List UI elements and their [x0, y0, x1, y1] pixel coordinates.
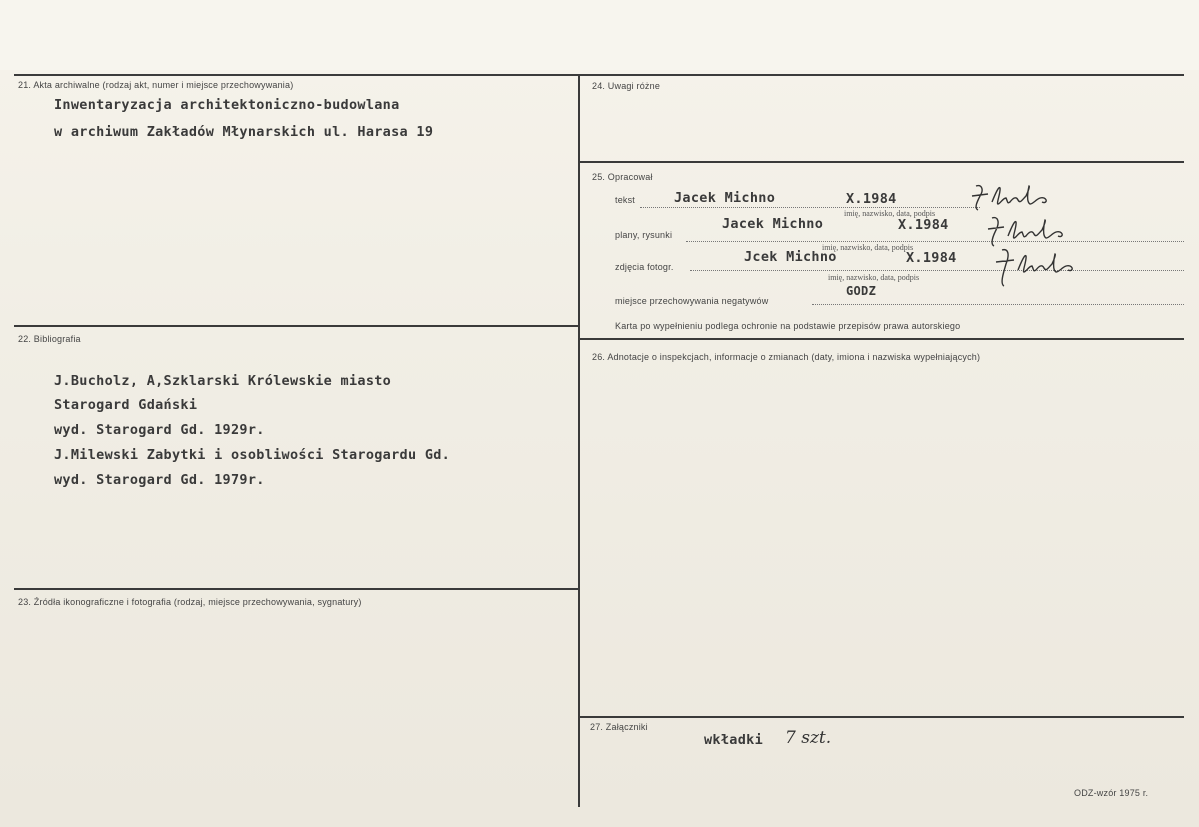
signature-photos: [990, 246, 1100, 290]
rule-21-22: [14, 325, 578, 327]
author-drawings-label: plany, rysunki: [615, 230, 673, 240]
rule-24-25: [580, 161, 1184, 163]
section-27-label: 27. Załączniki: [590, 722, 648, 732]
section-25-label: 25. Opracował: [592, 172, 653, 182]
section-24-label: 24. Uwagi różne: [592, 81, 661, 91]
top-rule: [14, 74, 1184, 76]
bibliography-line-2: Starogard Gdański: [54, 397, 198, 413]
bibliography-line-3: wyd. Starogard Gd. 1929r.: [54, 422, 265, 438]
author-text-line: [640, 207, 980, 208]
rule-26-27: [580, 716, 1184, 718]
section-21-label: 21. Akta archiwalne (rodzaj akt, numer i miejsce przechowywania): [18, 80, 294, 90]
author-text-date: X.1984: [846, 191, 897, 207]
author-photos-label: zdjęcia fotogr.: [615, 262, 674, 272]
author-drawings-name: Jacek Michno: [722, 216, 824, 232]
top-margin: [0, 0, 1199, 70]
section-23-label: 23. Źródła ikonograficzne i fotografia (rodzaj, miejsce przechowywania, sygnatury): [18, 597, 362, 607]
negatives-label: miejsce przechowywania negatywów: [615, 296, 769, 306]
rule-25-26: [580, 338, 1184, 340]
section-22-label: 22. Bibliografia: [18, 334, 81, 344]
section-21-line-2: w archiwum Zakładów Młynarskich ul. Harasa 19: [54, 124, 434, 140]
negatives-value: GODZ: [846, 284, 877, 298]
attachments-value: wkładki: [704, 732, 763, 748]
signature-drawings: [982, 214, 1092, 248]
center-divider: [578, 74, 580, 807]
rule-22-23: [14, 588, 578, 590]
form-code: ODZ-wzór 1975 r.: [1074, 788, 1149, 798]
author-text-name: Jacek Michno: [674, 190, 776, 206]
section-26-label: 26. Adnotacje o inspekcjach, informacje o zmianach (daty, imiona i nazwiska wypełniających): [592, 352, 981, 362]
author-text-label: tekst: [615, 195, 636, 205]
attachments-count: 7 szt.: [785, 728, 832, 748]
bibliography-line-5: wyd. Starogard Gd. 1979r.: [54, 472, 265, 488]
author-drawings-date: X.1984: [898, 217, 949, 233]
copyright-note: Karta po wypełnieniu podlega ochronie na podstawie przepisów prawa autorskiego: [615, 321, 961, 331]
author-drawings-line: [686, 241, 1184, 242]
author-text-caption: imię, nazwisko, data, podpis: [844, 209, 936, 218]
bibliography-line-1: J.Bucholz, A,Szklarski Królewskie miasto: [54, 373, 392, 389]
signature-text: [966, 182, 1076, 214]
section-21-line-1: Inwentaryzacja architektoniczno-budowlana: [54, 97, 400, 113]
negatives-line: [812, 304, 1184, 305]
author-photos-date: X.1984: [906, 250, 957, 266]
bibliography-line-4: J.Milewski Zabytki i osobliwości Starogardu Gd.: [54, 447, 451, 463]
author-photos-line: [690, 270, 1184, 271]
author-photos-caption: imię, nazwisko, data, podpis: [828, 273, 920, 282]
author-drawings-caption: imię, nazwisko, data, podpis: [822, 243, 914, 252]
author-photos-name: Jcek Michno: [744, 249, 837, 265]
